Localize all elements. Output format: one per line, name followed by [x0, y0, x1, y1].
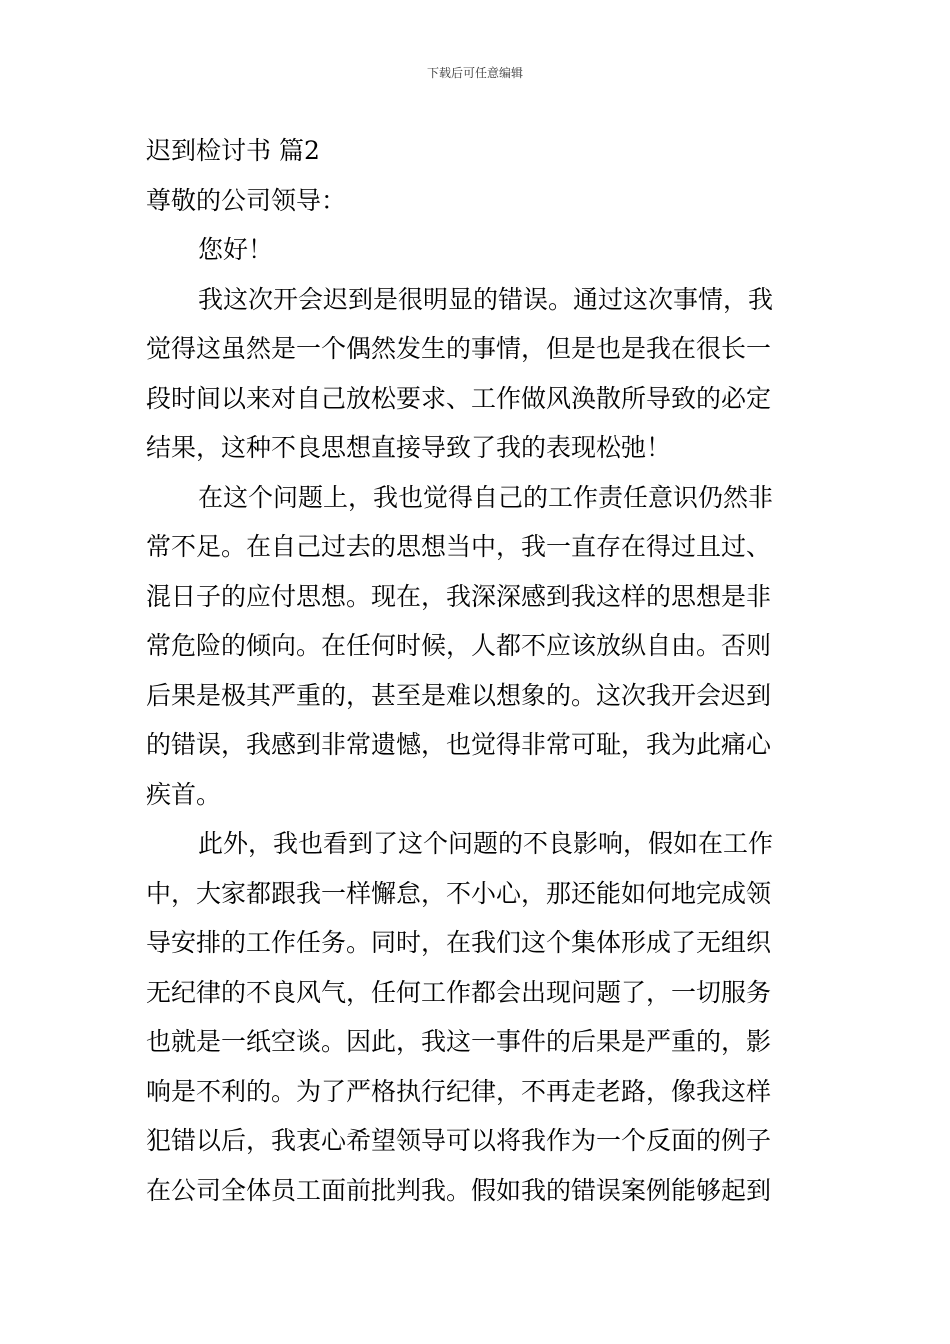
body-line: 此外，我也看到了这个问题的不良影响，假如在工作: [198, 829, 774, 858]
body-line: 响是不利的。为了严格执行纪律，不再走老路，像我这样: [146, 1076, 772, 1106]
body-line: 导安排的工作任务。同时，在我们这个集体形成了无组织: [146, 928, 772, 957]
body-line: 疾首。: [146, 779, 222, 809]
greeting: 您好！: [198, 235, 274, 264]
body-line: 后果是极其严重的，甚至是难以想象的。这次我开会迟到: [146, 680, 772, 710]
body-line: 常不足。在自己过去的思想当中，我一直存在得过且过、: [146, 532, 772, 561]
body-line: 无纪律的不良风气，任何工作都会出现问题了，一切服务: [146, 977, 772, 1007]
document-title: 迟到检讨书 篇2: [146, 136, 320, 165]
body-line: 犯错以后，我衷心希望领导可以将我作为一个反面的例子: [146, 1126, 772, 1155]
body-line: 结果，这种不良思想直接导致了我的表现松弛！: [146, 433, 672, 462]
page-header-note: 下载后可任意编辑: [426, 66, 523, 80]
body-line: 混日子的应付思想。现在，我深深感到我这样的思想是非: [146, 581, 772, 611]
body-line: 中，大家都跟我一样懈怠，不小心，那还能如何地完成领: [146, 878, 772, 908]
body-line: 的错误，我感到非常遗憾，也觉得非常可耻，我为此痛心: [146, 730, 772, 759]
body-paragraphs: [146, 275, 806, 1216]
body-line: 常危险的倾向。在任何时候，人都不应该放纵自由。否则: [146, 631, 772, 660]
body-line: 觉得这虽然是一个偶然发生的事情，但是也是我在很长一: [146, 334, 772, 363]
document-body: [146, 126, 806, 1215]
body-line: 在公司全体员工面前批判我。假如我的错误案例能够起到: [146, 1175, 772, 1205]
salutation: 尊敬的公司领导：: [146, 185, 347, 215]
body-line: 在这个问题上，我也觉得自己的工作责任意识仍然非: [198, 482, 774, 512]
body-line: 我这次开会迟到是很明显的错误。通过这次事情，我: [198, 284, 774, 314]
body-line: 段时间以来对自己放松要求、工作做风涣散所导致的必定: [146, 383, 772, 413]
body-line: 也就是一纸空谈。因此，我这一事件的后果是严重的，影: [146, 1027, 772, 1056]
